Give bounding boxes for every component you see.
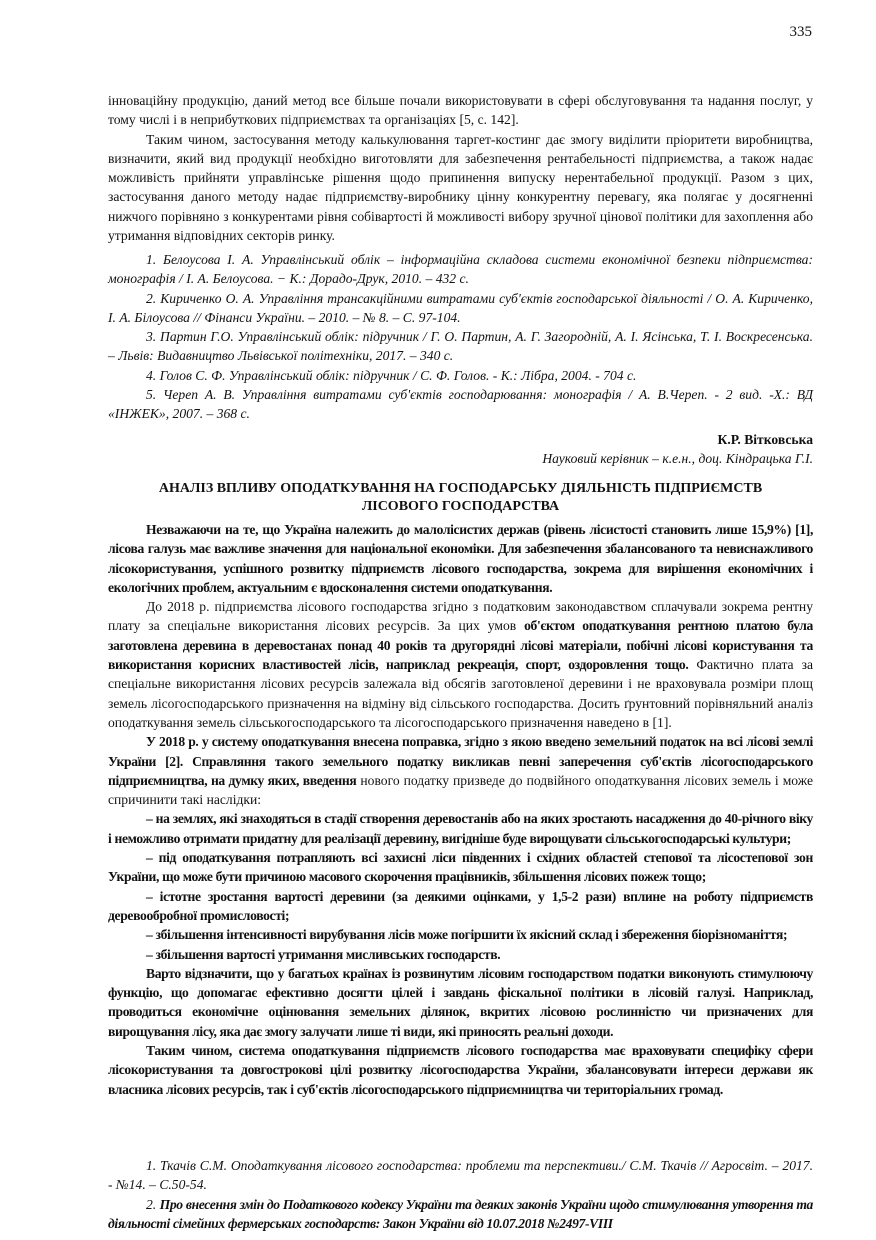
bullet-item: – збільшення інтенсивності вирубування лісів може погіршити їх якісний склад і збереження біорізноманіття; [146,927,788,943]
page-number: 335 [789,24,812,40]
intro-paragraph: Таким чином, застосування методу калькулювання таргет-костинг дає змогу виділити пріоритети виробництва, визначити, який вид продукції необхідно виготовляти для забезпечення рентабельності підприємства, а також надає можливість прийняти управлінське рішення щодо припинення випуску нерентабельної продукції. Разом з цих, застосування даного методу надає підприємству-виробнику цінну конкурентну перевагу, яка полягає у досягненні нижчого порівняно з конкурентами рівня собівартості й можливості вибору зручної цінової політики для захоплення або утримання відповідних секторів ринку. [108,131,813,244]
bullet-item: – на землях, які знаходяться в стадії створення деревостанів або на яких зростають насадження до 40-річного віку і неможливо отримати придатну для реалізації деревину, вигідніше буде вирощувати сільськогосподарські культури; [108,811,813,846]
article-title: АНАЛІЗ ВПЛИВУ ОПОДАТКУВАННЯ НА ГОСПОДАРСЬКУ ДІЯЛЬНІСТЬ ПІДПРИЄМСТВ [158,480,763,496]
reference-text: Про внесення змін до Податкового кодексу України та деяких законів України щодо стимулювання утворення та діяльності сімейних фермерських господарств: Закон України від 10.07.2018 №2497-VIII [108,1196,813,1231]
body-paragraph: Варто відзначити, що у багатьох країнах із розвинутим лісовим господарством податки виконують стимулюючу функцію, що допомагає ефективно досягти цілей і завдань фіскальної політики в лісовій галузі. Наприклад, проводиться економічне оцінювання земельних ділянок, вкритих лісовою рослинністю чи призначених для вирощування лісу, яка дає змогу залучати лише ті види, які приносять реальні доходи. [108,965,813,1039]
bullet-item: – істотне зростання вартості деревини (за деякими оцінками, у 1,5-2 рази) вплине на роботу підприємств деревообробної промисловості; [108,888,813,923]
author-name: К.Р. Вітковська [717,432,813,447]
reference-item: 1. Белоусова І. А. Управлінський облік – інформаційна складова системи економічної безпеки підприємства: монографія / І. А. Белоусова. − К.: Дорадо-Друк, 2010. – 432 с. [108,252,813,287]
reference-item: 1. Ткачів С.М. Оподаткування лісового господарства: проблеми та перспективи./ С.М. Ткачів // Агросвіт. – 2017. - №14. – С.50-54. [108,1158,813,1193]
supervisor: Науковий керівник – к.е.н., доц. Кіндрацька Г.І. [542,451,813,467]
bullet-item: – під оподаткування потрапляють всі захисні ліси південних і східних областей степової та лісостепової зон України, що може бути причиною масового скорочення працівників, збільшення лісових пожеж тощо; [108,850,813,885]
reference-item: 2. Кириченко О. А. Управління трансакційними витратами суб'єктів господарської діяльності / О. А. Кириченко, І. А. Білоусова // Фінанси України. – 2010. – № 8. – С. 97-104. [108,290,813,325]
bold-run: об'єктом оподаткування рентною платою була заготовлена деревина в деревостанах понад 40 років та другорядні лісові матеріали, побічні лісові користування та використання корисних властивостей лісів, наприклад рекреація, спорт, оздоровлення тощо. [108,618,813,673]
reference-item: 4. Голов С. Ф. Управлінський облік: підручник / С. Ф. Голов. - К.: Лібра, 2004. - 704 с. [146,367,637,383]
references-2 [108,1156,813,1233]
intro-paragraph: інноваційну продукцію, даний метод все більше почали використовувати в сфері обслуговування та надання послуг, у тому числі і в неприбуткових підприємствах та організаціях [5, с. 142]. [108,93,813,128]
article-title-line2: ЛІСОВОГО ГОСПОДАРСТВА [361,498,560,514]
reference-number: 2. [146,1196,160,1212]
body-paragraph: Таким чином, система оподаткування підприємств лісового господарства має враховувати специфіку сфери лісокористування та довгострокові цілі розвитку лісогосподарства України, збалансовувати інтереси держави як власника лісових ресурсів, так і суб'єктів лісогосподарського підприємництва чи територіальних громад. [108,1043,813,1097]
intro-section [108,91,813,245]
reference-item [108,1195,813,1234]
references-1 [108,250,813,424]
body-paragraph: Незважаючи на те, що Україна належить до малолісистих держав (рівень лісистості становить лише 15,9%) [1], лісова галузь має важливе значення для національної економіки. Для забезпечення збалансованого та невиснажливого лісокористування, успішного розвитку підприємств лісового господарства, зокрема для вирішення економічних і екологічних проблем, актуальним є вдосконалення системи оподаткування. [108,522,813,595]
body-paragraph [108,597,813,732]
bullet-item: – збільшення вартості утримання мисливських господарств. [146,946,501,962]
article-body [108,520,813,1099]
text-run: Фактично плата за спеціальне використання лісових ресурсів залежала від обсягів заготовленої деревини і не враховувала розміри площ земель лісогосподарського призначення на відміну від сільського господарства. Досить ґрунтовний порівняльний аналіз оподаткування земель сільськогосподарського та лісогосподарського призначення наведено в [1]. [108,657,813,730]
bold-run: У 2018 р. у систему оподаткування внесена поправка, згідно з якою введено земельний податок на всі лісові землі України [2]. Справляння такого земельного податку викликав певні заперечення суб'єктів лісогосподарського підприємництва, на думку яких, введення [108,734,813,788]
article-header [108,430,813,516]
reference-item: 3. Партин Г.О. Управлінський облік: підручник / Г. О. Партин, А. Г. Загородній, А. І. Ясінська, Т. І. Воскресенська. – Львів: Видавництво Львівської політехніки, 2017. – 340 с. [108,329,813,364]
text-run: нового податку призведе до подвійного оподаткування лісових земель і може спричинити такі наслідки: [108,772,814,808]
reference-item: 5. Череп А. В. Управління витратами суб'єктів господарювання: монографія / А. В.Череп. - 2 вид. -Х.: ВД «ІНЖЕК», 2007. – 368 с. [108,387,813,422]
body-paragraph [108,732,813,809]
text-run: До 2018 р. підприємства лісового господарства згідно з податковим законодавством сплачували зокрема рентну плату за спеціальне використання лісових ресурсів. За цих умов [108,599,813,634]
